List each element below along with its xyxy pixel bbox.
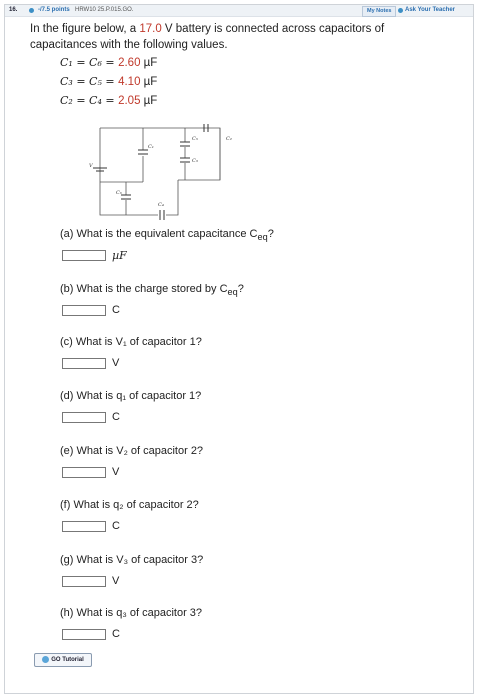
unit-label: V <box>112 575 120 587</box>
question-header <box>5 5 473 17</box>
go-tutorial-button[interactable] <box>34 653 92 667</box>
question-text: (h) What is q₃ of capacitor 3? <box>60 607 203 619</box>
question-e <box>60 445 203 457</box>
question-end: ? <box>237 283 244 295</box>
answer-input-g[interactable] <box>62 576 106 587</box>
value-number: 2.05 <box>118 95 141 107</box>
question-h <box>60 607 202 619</box>
value-unit: µF <box>140 76 158 88</box>
circuit-figure <box>88 120 248 220</box>
my-notes-button[interactable]: My Notes <box>362 6 396 17</box>
intro-text-cont: V battery is connected across capacitors of <box>161 23 385 35</box>
question-text: (f) What is q₂ of capacitor 2? <box>60 499 199 511</box>
question-number: 16. <box>9 7 18 13</box>
points-label: -/7.5 points <box>38 7 70 13</box>
unit-label: V <box>112 357 120 369</box>
unit-label: V <box>112 466 120 478</box>
value-number: 4.10 <box>118 76 141 88</box>
label-battery: V <box>89 163 93 169</box>
value-row-c1-c6 <box>60 56 157 69</box>
label-c4: C₄ <box>158 202 164 208</box>
value-row-c2-c4 <box>60 94 157 107</box>
answer-input-a[interactable] <box>62 250 106 261</box>
question-text: (b) What is the charge stored by C <box>60 283 228 295</box>
intro-text: In the figure below, a <box>30 23 140 35</box>
question-subscript: eq <box>227 287 238 298</box>
question-f <box>60 499 199 511</box>
unit-label: C <box>112 411 120 423</box>
expand-icon[interactable] <box>29 8 34 13</box>
value-label: C₃ = C₅ = <box>60 75 119 88</box>
value-label: C₂ = C₄ = <box>60 94 119 107</box>
answer-input-c[interactable] <box>62 358 106 369</box>
question-text: (a) What is the equivalent capacitance C <box>60 228 258 240</box>
value-number: 2.60 <box>118 57 141 69</box>
question-d <box>60 390 201 402</box>
question-c <box>60 336 202 348</box>
question-text: (g) What is V₃ of capacitor 3? <box>60 554 204 566</box>
answer-input-h[interactable] <box>62 629 106 640</box>
answer-input-f[interactable] <box>62 521 106 532</box>
unit-label: C <box>112 628 120 640</box>
unit-label: C <box>112 304 120 316</box>
unit-label: C <box>112 520 120 532</box>
value-unit: µF <box>140 95 158 107</box>
question-id: HRW10 25.P.015.GO. <box>75 7 134 13</box>
question-g <box>60 554 203 566</box>
question-a <box>60 228 274 242</box>
intro-line-2: capacitances with the following values. <box>30 39 228 51</box>
question-text: (e) What is V₂ of capacitor 2? <box>60 445 204 457</box>
voltage-value: 17.0 <box>139 23 162 35</box>
ask-teacher-icon[interactable] <box>398 8 403 13</box>
question-panel <box>4 4 474 694</box>
label-c1: C₁ <box>148 144 154 150</box>
problem-statement <box>30 21 450 53</box>
label-c6: C₆ <box>116 190 122 196</box>
label-c3: C₃ <box>192 158 198 164</box>
label-c5: C₅ <box>192 136 198 142</box>
go-tutorial-icon <box>42 656 49 663</box>
question-text: (d) What is q₁ of capacitor 1? <box>60 390 202 402</box>
value-label: C₁ = C₆ = <box>60 56 119 69</box>
question-end: ? <box>267 228 274 240</box>
ask-teacher-link[interactable]: Ask Your Teacher <box>405 7 456 13</box>
go-tutorial-label: GO Tutorial <box>51 657 84 663</box>
question-subscript: eq <box>257 232 268 243</box>
question-text: (c) What is V₁ of capacitor 1? <box>60 336 202 348</box>
value-row-c3-c5 <box>60 75 157 88</box>
value-unit: µF <box>140 57 158 69</box>
answer-input-e[interactable] <box>62 467 106 478</box>
question-b <box>60 283 244 297</box>
answer-input-d[interactable] <box>62 412 106 423</box>
label-c2: C₂ <box>226 136 232 142</box>
answer-input-b[interactable] <box>62 305 106 316</box>
unit-label: µF <box>112 249 127 262</box>
